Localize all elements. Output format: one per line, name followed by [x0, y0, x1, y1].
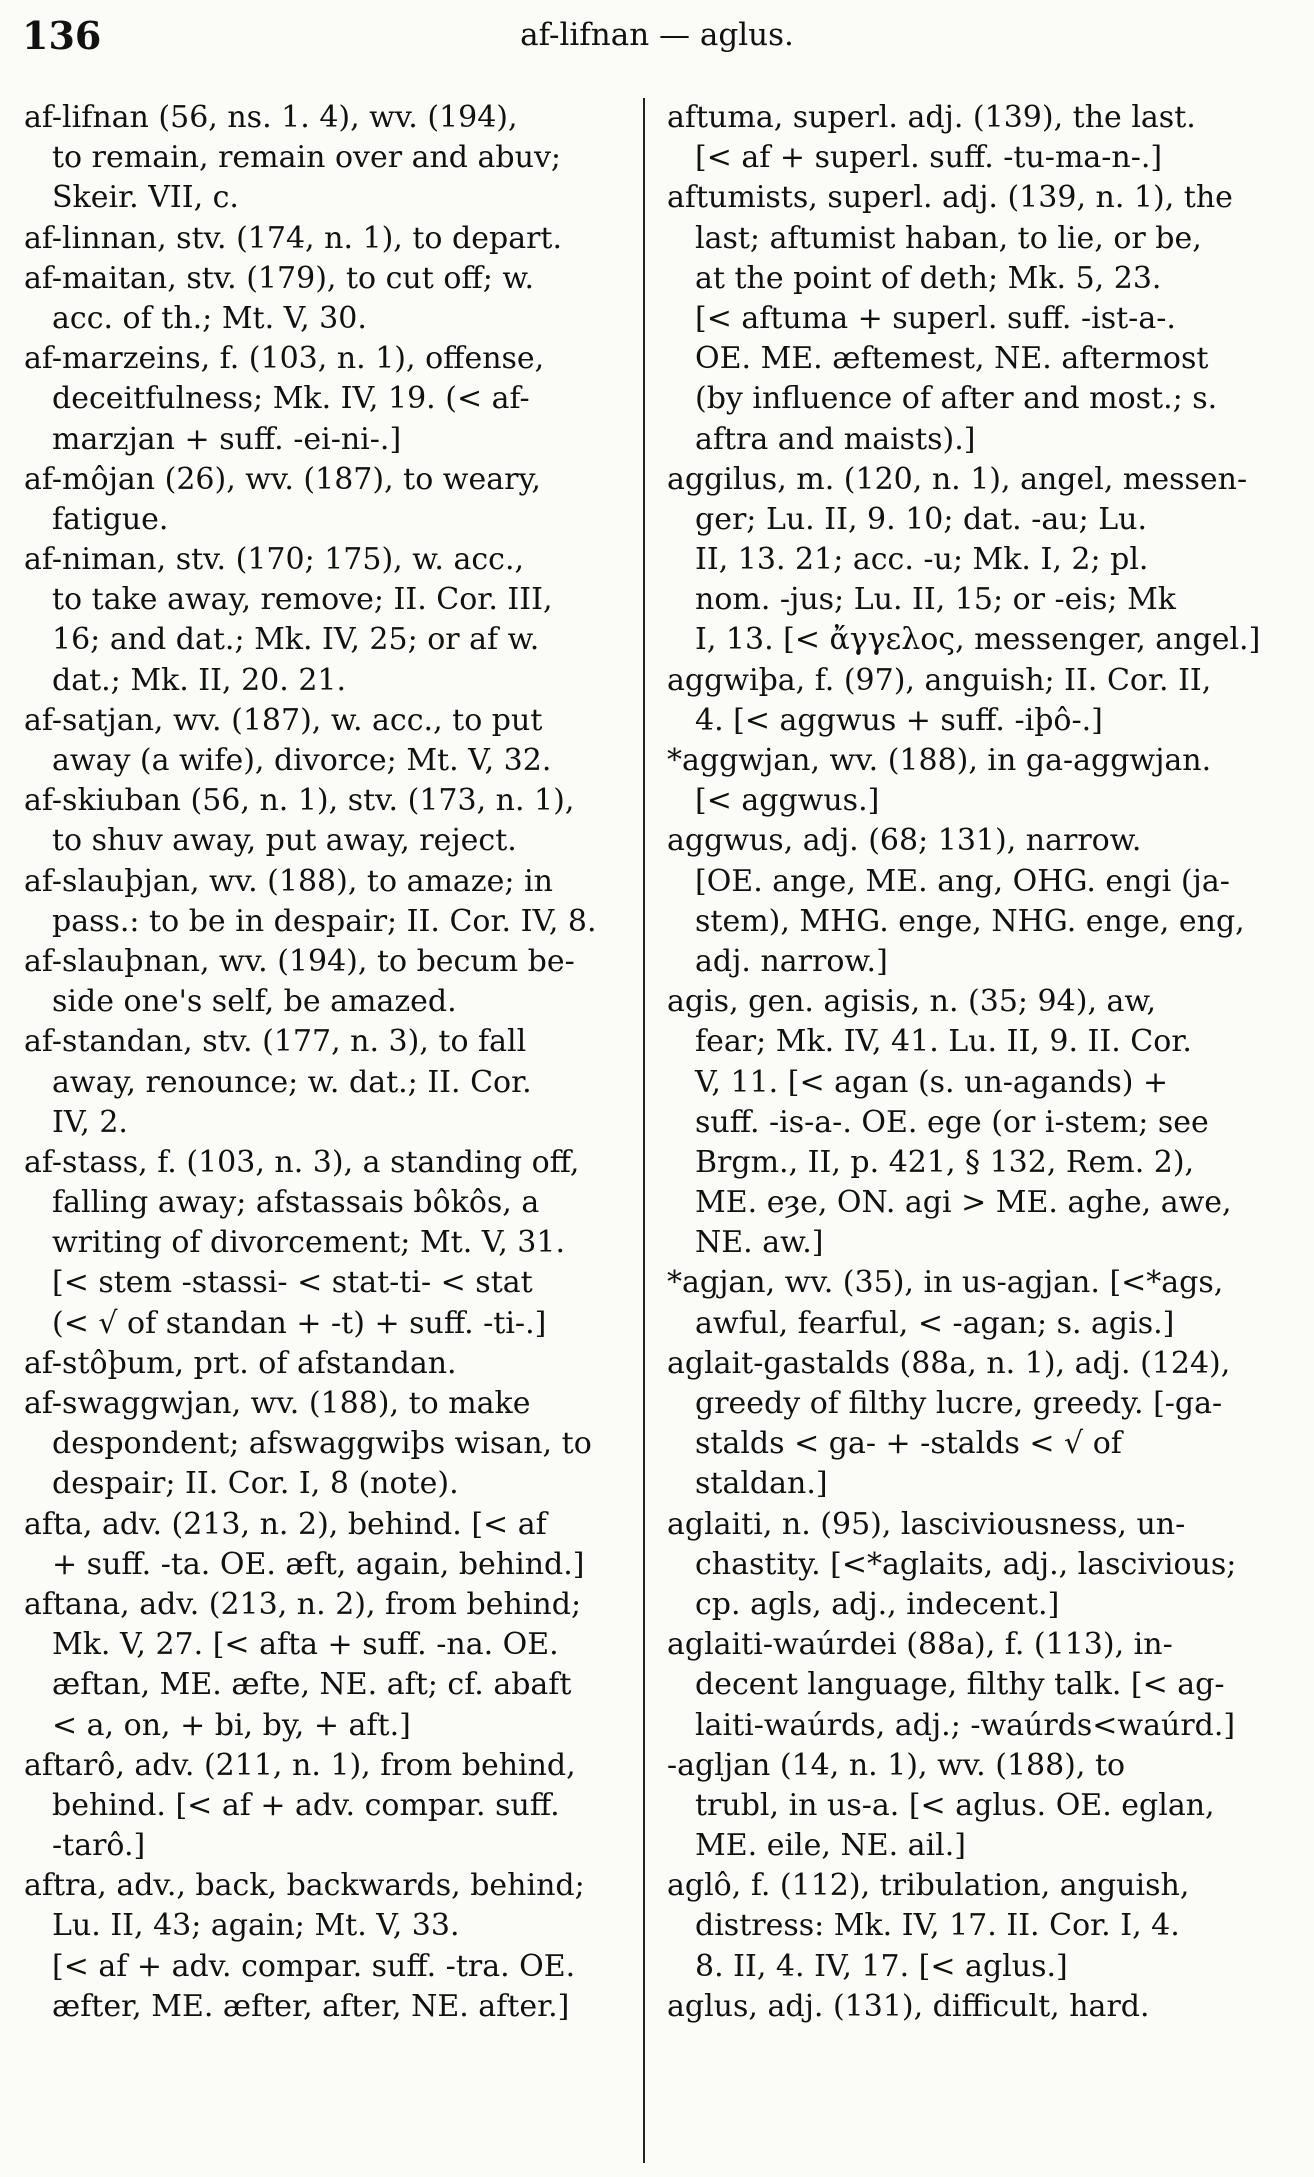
entry-line: awful, fearful, < -agan; s. agis.] [695, 1305, 1175, 1341]
entry-line: aftumists, superl. adj. (139, n. 1), the [667, 180, 1233, 216]
entry-line: fear; Mk. IV, 41. Lu. II, 9. II. Cor. [695, 1024, 1192, 1060]
entry-line: stem), MHG. enge, NHG. enge, eng, [695, 903, 1245, 939]
entry-line: to take away, remove; II. Cor. III, [52, 582, 553, 618]
entry-line: side one's self, be amazed. [52, 984, 457, 1020]
entry-line: I, 13. [< ἄγγελος, messenger, angel.] [695, 622, 1261, 658]
entry-line: aftra, adv., back, backwards, behind; [24, 1868, 585, 1904]
entry-line: II, 13. 21; acc. -u; Mk. I, 2; pl. [695, 542, 1149, 578]
right-column [667, 98, 1286, 2163]
entry-line: af-satjan, wv. (187), w. acc., to put [24, 702, 543, 738]
entry-line: aglô, f. (112), tribulation, anguish, [667, 1868, 1190, 1904]
entry-line: acc. of th.; Mt. V, 30. [52, 300, 367, 336]
entry-line: ME. eile, NE. ail.] [695, 1828, 966, 1864]
entry-line: af-niman, stv. (170; 175), w. acc., [24, 542, 525, 578]
entry-line: [< af + superl. suff. -tu-ma-n-.] [695, 140, 1163, 176]
entry-line: [< af + adv. compar. suff. -tra. OE. [52, 1948, 576, 1984]
entry-line: Mk. V, 27. [< afta + suff. -na. OE. [52, 1627, 559, 1663]
entry-line: aglait-gastalds (88a, n. 1), adj. (124), [667, 1345, 1231, 1381]
entry-line: behind. [< af + adv. compar. suff. [52, 1787, 560, 1823]
entry-line: af-stass, f. (103, n. 3), a standing off, [24, 1144, 580, 1180]
entry-line: stalds < ga- + -stalds < √ of [695, 1426, 1122, 1462]
entry-line: 8. II, 4. IV, 17. [< aglus.] [695, 1948, 1068, 1984]
entry-line: agis, gen. agisis, n. (35; 94), aw, [667, 984, 1157, 1020]
entry-line: dat.; Mk. II, 20. 21. [52, 662, 347, 698]
entry-line: aftarô, adv. (211, n. 1), from behind, [24, 1747, 576, 1783]
entry-line: af-marzeins, f. (103, n. 1), offense, [24, 341, 545, 377]
entry-line: [< aftuma + superl. suff. -ist-a-. [695, 300, 1176, 336]
entry-line: despondent; afswaggwiþs wisan, to [52, 1426, 592, 1462]
entry-line: last; aftumist haban, to lie, or be, [695, 220, 1202, 256]
entry-line: af-standan, stv. (177, n. 3), to fall [24, 1024, 527, 1060]
entry-line: chastity. [<*aglaits, adj., lascivious; [695, 1546, 1237, 1582]
page-number: 136 [22, 12, 102, 58]
entry-line: -tarô.] [52, 1828, 146, 1864]
entry-line: af-slauþjan, wv. (188), to amaze; in [24, 863, 553, 899]
entry-line: pass.: to be in despair; II. Cor. IV, 8. [52, 903, 597, 939]
entry-line: ME. eȝe, ON. agi > ME. aghe, awe, [695, 1185, 1232, 1221]
entry-line: falling away; afstassais bôkôs, a [52, 1185, 540, 1221]
column-divider [643, 98, 645, 2163]
entry-line: suff. -is-a-. OE. ege (or i-stem; see [695, 1104, 1209, 1140]
entry-line: *agjan, wv. (35), in us-agjan. [<*ags, [667, 1265, 1224, 1301]
entry-line: decent language, filthy talk. [< ag- [695, 1667, 1225, 1703]
entry-line: aftana, adv. (213, n. 2), from behind; [24, 1586, 582, 1622]
entry-line: Skeir. VII, c. [52, 180, 239, 216]
running-head: af-lifnan — aglus. [520, 17, 794, 53]
entry-line: NE. aw.] [695, 1225, 824, 1261]
entry-line: aggilus, m. (120, n. 1), angel, messen- [667, 461, 1248, 497]
entry-line: aggwiþa, f. (97), anguish; II. Cor. II, [667, 662, 1212, 698]
entry-line: away (a wife), divorce; Mt. V, 32. [52, 743, 552, 778]
entry-line: (< √ of standan + -t) + suff. -ti-.] [52, 1305, 547, 1341]
entry-line: deceitfulness; Mk. IV, 19. (< af- [52, 381, 530, 417]
entry-line: *aggwjan, wv. (188), in ga-aggwjan. [667, 743, 1212, 778]
entry-line: staldan.] [695, 1466, 828, 1502]
entry-line: [OE. ange, ME. ang, OHG. engi (ja- [695, 863, 1230, 899]
entry-line: æftan, ME. æfte, NE. aft; cf. abaft [52, 1667, 572, 1703]
entry-line: af-maitan, stv. (179), to cut off; w. [24, 260, 535, 296]
entry-line: greedy of filthy lucre, greedy. [-ga- [695, 1386, 1223, 1421]
entry-line: marzjan + suff. -ei-ni-.] [52, 421, 402, 457]
entry-line: < a, on, + bi, by, + aft.] [52, 1707, 411, 1743]
entry-line: 4. [< aggwus + suff. -iþô-.] [695, 702, 1103, 738]
entry-line: [< aggwus.] [695, 783, 880, 819]
entry-line: af-slauþnan, wv. (194), to becum be- [24, 943, 575, 979]
entry-line: af-lifnan (56, ns. 1. 4), wv. (194), [24, 100, 518, 135]
entry-line: writing of divorcement; Mt. V, 31. [52, 1225, 566, 1261]
entry-line: aglaiti-waúrdei (88a), f. (113), in- [667, 1627, 1173, 1663]
entry-line: ger; Lu. II, 9. 10; dat. -au; Lu. [695, 501, 1147, 537]
entry-line: aglus, adj. (131), difficult, hard. [667, 1988, 1150, 2024]
entry-line: 16; and dat.; Mk. IV, 25; or af w. [52, 622, 540, 658]
entry-line: adj. narrow.] [695, 943, 888, 979]
entry-line: (by influence of after and most.; s. [695, 381, 1218, 417]
entry-line: af-swaggwjan, wv. (188), to make [24, 1386, 531, 1421]
entry-line: nom. -jus; Lu. II, 15; or -eis; Mk [695, 582, 1176, 618]
entry-line: af-stôþum, prt. of afstandan. [24, 1345, 457, 1381]
entry-line: despair; II. Cor. I, 8 (note). [52, 1466, 459, 1502]
entry-line: af-linnan, stv. (174, n. 1), to depart. [24, 220, 563, 256]
entry-line: to remain, remain over and abuv; [52, 140, 562, 176]
entry-line: [< stem -stassi- < stat-ti- < stat [52, 1265, 533, 1301]
entry-line: aglaiti, n. (95), lasciviousness, un- [667, 1506, 1186, 1542]
page-header [22, 10, 1292, 60]
entry-line: laiti-waúrds, adj.; -waúrds<waúrd.] [695, 1707, 1236, 1743]
entry-line: V, 11. [< agan (s. un-agands) + [695, 1064, 1169, 1100]
entry-line: aftuma, superl. adj. (139), the last. [667, 100, 1196, 135]
entry-line: IV, 2. [52, 1104, 128, 1140]
entry-line: aftra and maists).] [695, 421, 976, 457]
entry-line: OE. ME. æftemest, NE. aftermost [695, 341, 1209, 377]
entry-line: fatigue. [52, 501, 169, 537]
entry-line: Brgm., II, p. 421, § 132, Rem. 2), [695, 1144, 1195, 1180]
entry-line: trubl, in us-a. [< aglus. OE. eglan, [695, 1787, 1215, 1823]
entry-line: cp. agls, adj., indecent.] [695, 1586, 1060, 1622]
entry-line: + suff. -ta. OE. æft, again, behind.] [52, 1546, 585, 1582]
entry-line: -agljan (14, n. 1), wv. (188), to [667, 1747, 1126, 1783]
entry-line: to shuv away, put away, reject. [52, 823, 517, 859]
entry-line: distress: Mk. IV, 17. II. Cor. I, 4. [695, 1908, 1180, 1944]
entry-line: aggwus, adj. (68; 131), narrow. [667, 823, 1142, 859]
left-column [24, 98, 643, 2163]
entry-line: Lu. II, 43; again; Mt. V, 33. [52, 1908, 460, 1944]
entry-line: at the point of deth; Mk. 5, 23. [695, 260, 1162, 296]
columns [24, 98, 1286, 2163]
entry-line: æfter, ME. æfter, after, NE. after.] [52, 1988, 570, 2024]
entry-line: away, renounce; w. dat.; II. Cor. [52, 1064, 532, 1100]
entry-line: af-skiuban (56, n. 1), stv. (173, n. 1), [24, 783, 575, 819]
entry-line: afta, adv. (213, n. 2), behind. [< af [24, 1506, 547, 1542]
entry-line: af-môjan (26), wv. (187), to weary, [24, 461, 541, 497]
